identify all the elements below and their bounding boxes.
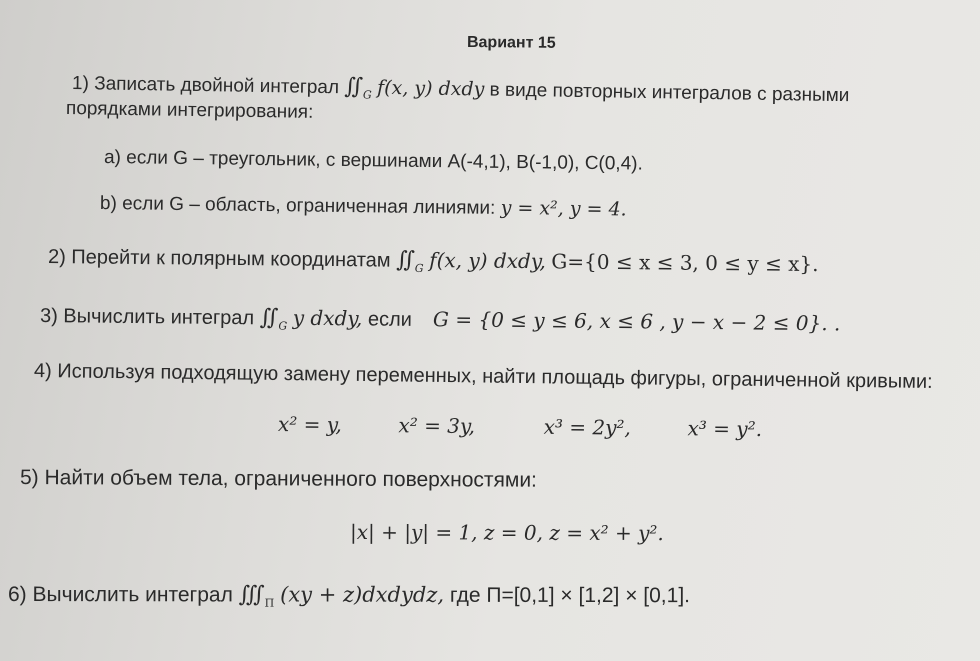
item-a-label: a)	[103, 147, 122, 169]
task-2-text: Перейти к полярным координатам	[71, 246, 391, 272]
task-2-domain: G={0 ≤ x ≤ 3, 0 ≤ y ≤ x}.	[551, 249, 819, 277]
integral-subscript: G	[278, 319, 288, 333]
page-title: Вариант 15	[466, 34, 556, 52]
task-3-cond-word: если	[367, 308, 412, 331]
task-3-domain: G = {0 ≤ y ≤ 6, x ≤ 6 , y − x − 2 ≤ 0}. .	[432, 307, 841, 336]
task-5-text: Найти объем тела, ограниченного поверхностями:	[44, 466, 537, 492]
task-1-item-b	[100, 192, 627, 221]
task-6-tail: где П=[0,1] × [1,2] × [0,1].	[449, 583, 691, 608]
task-5	[20, 466, 537, 493]
task-4-text: Используя подходящую замену переменных, найти площадь фигуры, ограниченной кривыми:	[57, 360, 933, 393]
task-2	[48, 244, 819, 279]
task-3-text: Вычислить интеграл	[63, 305, 255, 330]
item-b-text: если G – область, ограниченная линиями:	[122, 193, 496, 219]
task-6-text: Вычислить интеграл	[32, 583, 233, 607]
task-3	[40, 303, 841, 338]
task-2-integrand: f(x, y) dxdy,	[429, 247, 546, 274]
double-integral-symbol: ∬	[259, 305, 279, 331]
task-5-formula: |x| + |y| = 1, z = 0, z = x² + y².	[349, 520, 664, 546]
integral-subscript: G	[414, 261, 424, 275]
task-1-integrand: f(x, y) dxdy	[376, 76, 485, 101]
task-4	[34, 360, 933, 394]
double-integral-symbol: ∬	[344, 74, 364, 100]
task-4-formula-2: x² = 3y,	[398, 413, 476, 439]
task-1-text-after: в виде повторных интегралов с разными	[489, 79, 850, 107]
task-4-formulas	[278, 412, 762, 441]
task-3-number: 3)	[39, 305, 58, 328]
triple-integral-symbol: ∭	[238, 582, 265, 608]
task-1-number: 1)	[71, 73, 90, 95]
integral-subscript: G	[362, 88, 372, 102]
item-b-formula: y = x², y = 4.	[500, 196, 627, 221]
task-4-formula-3: x³ = 2y²,	[543, 414, 631, 440]
task-4-number: 4)	[33, 360, 52, 383]
item-b-label: b)	[99, 193, 118, 215]
item-a-text: если G – треугольник, с вершинами А(-4,1), В(-1,0), С(0,4).	[126, 147, 643, 175]
task-2-number: 2)	[47, 246, 66, 269]
task-3-integrand: y dxdy,	[292, 305, 363, 331]
task-1-text: Записать двойной интеграл	[94, 73, 340, 99]
task-1-line-2: порядками интегрирования:	[65, 98, 314, 123]
double-integral-symbol: ∬	[396, 247, 416, 273]
integral-subscript: Π	[264, 596, 275, 610]
task-6-number: 6)	[7, 583, 27, 607]
task-5-number: 5)	[19, 466, 39, 490]
task-4-formula-4: x³ = y².	[687, 416, 763, 442]
task-1-item-a	[104, 147, 643, 176]
task-6	[8, 582, 690, 610]
task-6-integrand: (xy + z)dxdydz,	[280, 582, 445, 607]
task-4-formula-1: x² = y,	[277, 412, 342, 437]
